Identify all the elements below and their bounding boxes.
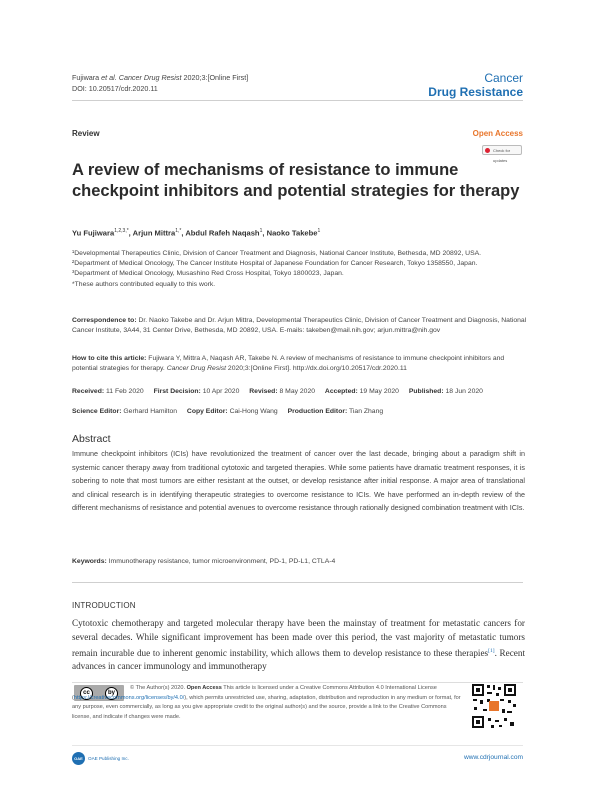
author-affil: 1: [317, 228, 321, 234]
keywords-divider: [72, 582, 523, 583]
author-name: Yu Fujiwara: [72, 228, 115, 238]
journal-name-line1: Cancer: [484, 71, 523, 85]
article-type: Review: [72, 129, 100, 138]
citation-journal: et al. Cancer Drug Resist: [101, 73, 182, 82]
author-name: Arjun Mittra: [132, 228, 176, 238]
editor-value: Tian Zhang: [349, 408, 384, 415]
editor-value: Cai-Hong Wang: [229, 408, 278, 415]
qr-code: [471, 683, 517, 729]
license-text-a: This article is licensed under a Creative Commons Attribution 4.0 International License (: [72, 685, 437, 701]
how-to-cite-label: How to cite this article:: [72, 355, 147, 362]
editor-label: Production Editor:: [287, 408, 348, 415]
correspondence: [72, 316, 527, 336]
abstract-text: Immune checkpoint inhibitors (ICIs) have revolutionized the treatment of cancer over the last decade, bringing about a paradigm shift in systemic cancer therapy away from traditional cytotoxic and targeted therapies. While some patients have dramatic treatment responses, it is sobering to note that most tumors are either resistant at the outset, or develop resistance after initial response. A major area of translational and clinical research is in identifying therapeutic strategies to overcome resistance to ICIs. We have performed an in-depth review of the different mechanisms of resistance and potential avenues to overcome resistance through rationally designed combination treatment with ICIs.: [72, 449, 525, 512]
reference-link[interactable]: [1]: [488, 647, 495, 654]
date-value: 18 Jun 2020: [445, 388, 483, 395]
introduction-heading: INTRODUCTION: [72, 601, 136, 610]
date-label: Accepted:: [324, 388, 358, 395]
open-access-label: Open Access: [472, 129, 523, 138]
doi-text: DOI: 10.20517/cdr.2020.11: [72, 84, 158, 93]
author-name: Naoko Takebe: [266, 228, 318, 238]
license-copyright: © The Author(s) 2020.: [130, 685, 186, 691]
author-affil: 1: [259, 228, 263, 234]
introduction-text: [72, 617, 525, 674]
how-to-cite: [72, 354, 527, 374]
journal-logo: [428, 71, 523, 99]
editor-value: Gerhard Hamilton: [123, 408, 178, 415]
author-name: Abdul Rafeh Naqash: [185, 228, 260, 238]
correspondence-text: Dr. Naoko Takebe and Dr. Arjun Mittra, Developmental Therapeutics Clinic, Division of Cancer Treatment and Diagnosis, National Cancer Institute, 3A44, 31 Center Drive, Bethesda, MD 20892, USA. E-mails: takeben@mail.nih.gov; arjun.mittra@nih.gov: [72, 317, 527, 335]
author-affil: 1,2,3,*: [114, 228, 129, 234]
introduction-body: Cytotoxic chemotherapy and targeted molecular therapy have been the mainstay of treatment for metastatic cancers for several decades. While significant improvement has been made over this period, the vast majority of metastatic tumors remain incurable due to inherent genomic instability, which allows them to develop resistance to these therapies: [72, 618, 525, 658]
how-to-cite-journal: Cancer Drug Resist: [166, 365, 227, 373]
license-text-b: ), which permits unrestricted use, sharing, adaptation, distribution and reproduction in any medium or format, for any purpose, even commercially, as long as you give appropriate credit to the original author(s) and the source, provide a link to the Creative Commons license, and indicate if changes were made.: [72, 694, 461, 720]
keywords-text: Immunotherapy resistance, tumor microenvironment, PD-1, PD-L1, CTLA-4: [106, 558, 336, 565]
affiliation-item: *These authors contributed equally to this work.: [72, 280, 216, 288]
author-list: Yu Fujiwara$^{1,2,3,*}$, Arjun Mittra$^{1,*}$, Abdul Rafeh Naqash$^1$, Naoko Takebe$^1$: [72, 228, 321, 238]
date-label: Published:: [408, 388, 444, 395]
check-updates-button[interactable]: [482, 145, 522, 163]
cc-icon: cc: [80, 687, 93, 700]
correspondence-label: Correspondence to:: [72, 317, 137, 324]
author-affil: 1,*: [175, 228, 182, 234]
affiliation-item: ³Department of Medical Oncology, Musashino Red Cross Hospital, Tokyo 1800023, Japan.: [72, 270, 344, 278]
affiliations: [72, 249, 527, 290]
publisher-logo: [72, 752, 129, 765]
editor-label: Copy Editor:: [186, 408, 228, 415]
keywords-label: Keywords:: [72, 558, 107, 565]
affiliation-item: ¹Developmental Therapeutics Clinic, Division of Cancer Treatment and Diagnosis, National Cancer Institute, Bethesda, MD 20892, USA.: [72, 250, 482, 257]
how-to-cite-text: Fujiwara Y, Mittra A, Naqash AR, Takebe N. A review of mechanisms of resistance to immune checkpoint inhibitors and potential strategies for therapy.: [72, 355, 505, 373]
by-icon: by: [105, 687, 118, 700]
date-label: Received:: [72, 388, 105, 395]
affiliation-item: ²Department of Medical Oncology, The Cancer Institute Hospital of Japanese Foundation for Cancer Research, Tokyo 1358550, Japan.: [72, 260, 478, 268]
how-to-cite-doi: 2020;3:[Online First]. http://dx.doi.org/10.20517/cdr.2020.11: [226, 365, 407, 373]
header-divider: [72, 100, 523, 101]
citation-header: [72, 72, 248, 94]
license-text: [72, 684, 462, 722]
editors: [72, 408, 383, 415]
introduction-body-cont: . Recent advances in cancer immunology and immunotherapy: [72, 647, 525, 672]
editor-label: Science Editor:: [72, 408, 122, 415]
date-value: 8 May 2020: [279, 388, 316, 395]
date-value: 11 Feb 2020: [106, 388, 144, 395]
date-label: Revised:: [249, 388, 278, 395]
keywords: [72, 558, 335, 565]
date-value: 19 May 2020: [359, 388, 399, 395]
citation-prefix: Fujiwara: [72, 73, 102, 82]
license-link[interactable]: https://creativecommons.org/licenses/by/4.0/: [73, 694, 185, 701]
check-updates-icon: [485, 148, 490, 153]
date-label: First Decision:: [153, 388, 201, 395]
publisher-name: OAE Publishing Inc.: [88, 756, 129, 761]
article-dates: [72, 388, 483, 395]
article-title: A review of mechanisms of resistance to immune checkpoint inhibitors and potential strategies for therapy: [72, 161, 520, 200]
abstract-heading: Abstract: [72, 433, 111, 445]
journal-website-link[interactable]: www.cdrjournal.com: [464, 754, 523, 761]
date-value: 10 Apr 2020: [202, 388, 240, 395]
check-updates-label: Check for updates: [493, 148, 511, 163]
license-oa: Open Access: [185, 685, 222, 691]
oae-logo-icon: OAE: [72, 752, 85, 765]
citation-suffix: 2020;3:[Online First]: [181, 73, 249, 82]
footer-divider: [72, 745, 523, 746]
journal-name-line2: Drug Resistance: [428, 85, 523, 99]
